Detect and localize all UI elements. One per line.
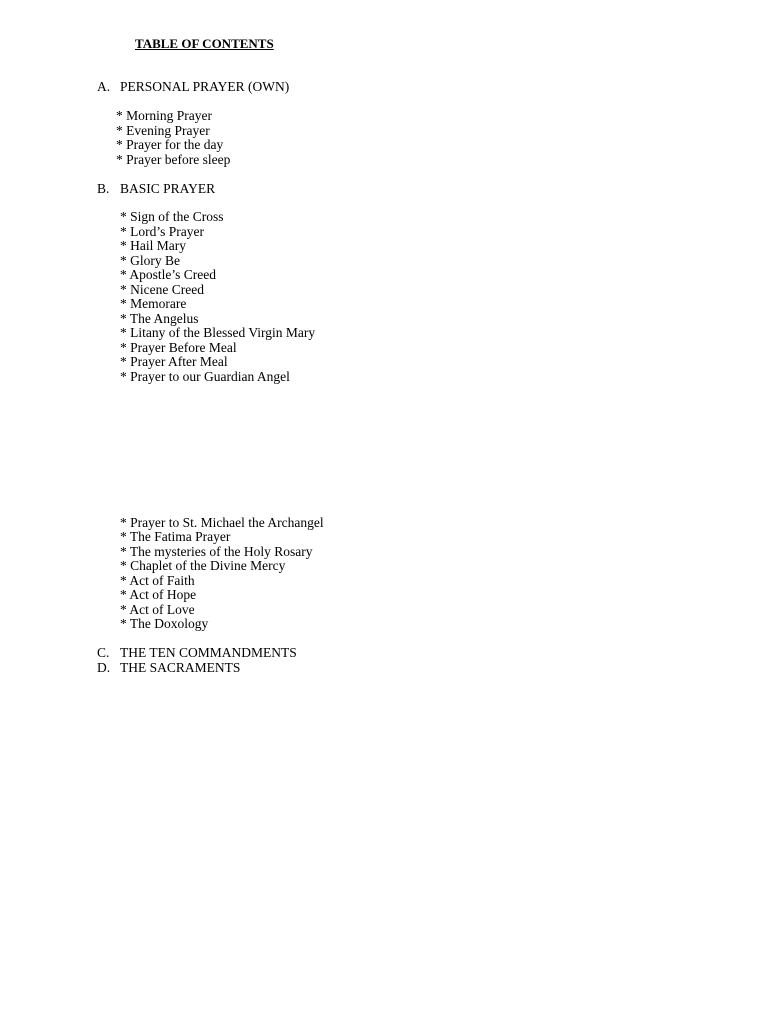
list-item: * Prayer to St. Michael the Archangel [120, 515, 324, 530]
section-letter: A. [97, 79, 111, 94]
list-item: * Sign of the Cross [120, 209, 224, 224]
list-item: * Prayer to our Guardian Angel [120, 369, 290, 384]
list-item: * Prayer before sleep [116, 152, 231, 167]
list-item: * Morning Prayer [116, 108, 212, 123]
section-title: THE TEN COMMANDMENTS [120, 645, 297, 660]
list-item: * Act of Hope [120, 587, 197, 602]
list-item: * Hail Mary [120, 238, 186, 253]
list-item: * Act of Love [120, 602, 195, 617]
list-item: * The Angelus [120, 311, 199, 326]
section-heading-b [97, 182, 215, 197]
section-heading-d [97, 661, 240, 676]
section-letter: B. [97, 181, 110, 196]
list-item: * The mysteries of the Holy Rosary [120, 544, 313, 559]
list-item: * Prayer After Meal [120, 354, 228, 369]
section-title: BASIC PRAYER [120, 181, 216, 196]
list-item: * The Doxology [120, 616, 209, 631]
list-item: * Glory Be [120, 253, 180, 268]
list-item: * Lord’s Prayer [120, 224, 204, 239]
list-item: * The Fatima Prayer [120, 529, 231, 544]
page-title: TABLE OF CONTENTS [135, 36, 274, 51]
list-item: * Apostle’s Creed [120, 267, 216, 282]
section-heading-a [97, 80, 289, 95]
list-item: * Prayer for the day [116, 137, 224, 152]
section-heading-c [97, 646, 297, 661]
section-title: PERSONAL PRAYER (OWN) [120, 79, 290, 94]
list-item: * Evening Prayer [116, 123, 210, 138]
list-item: * Nicene Creed [120, 282, 204, 297]
section-title: THE SACRAMENTS [120, 660, 241, 675]
list-item: * Chaplet of the Divine Mercy [120, 558, 286, 573]
list-item: * Prayer Before Meal [120, 340, 237, 355]
list-item: * Act of Faith [120, 573, 195, 588]
section-letter: C. [97, 645, 110, 660]
section-letter: D. [97, 660, 111, 675]
list-item: * Litany of the Blessed Virgin Mary [120, 325, 316, 340]
list-item: * Memorare [120, 296, 187, 311]
